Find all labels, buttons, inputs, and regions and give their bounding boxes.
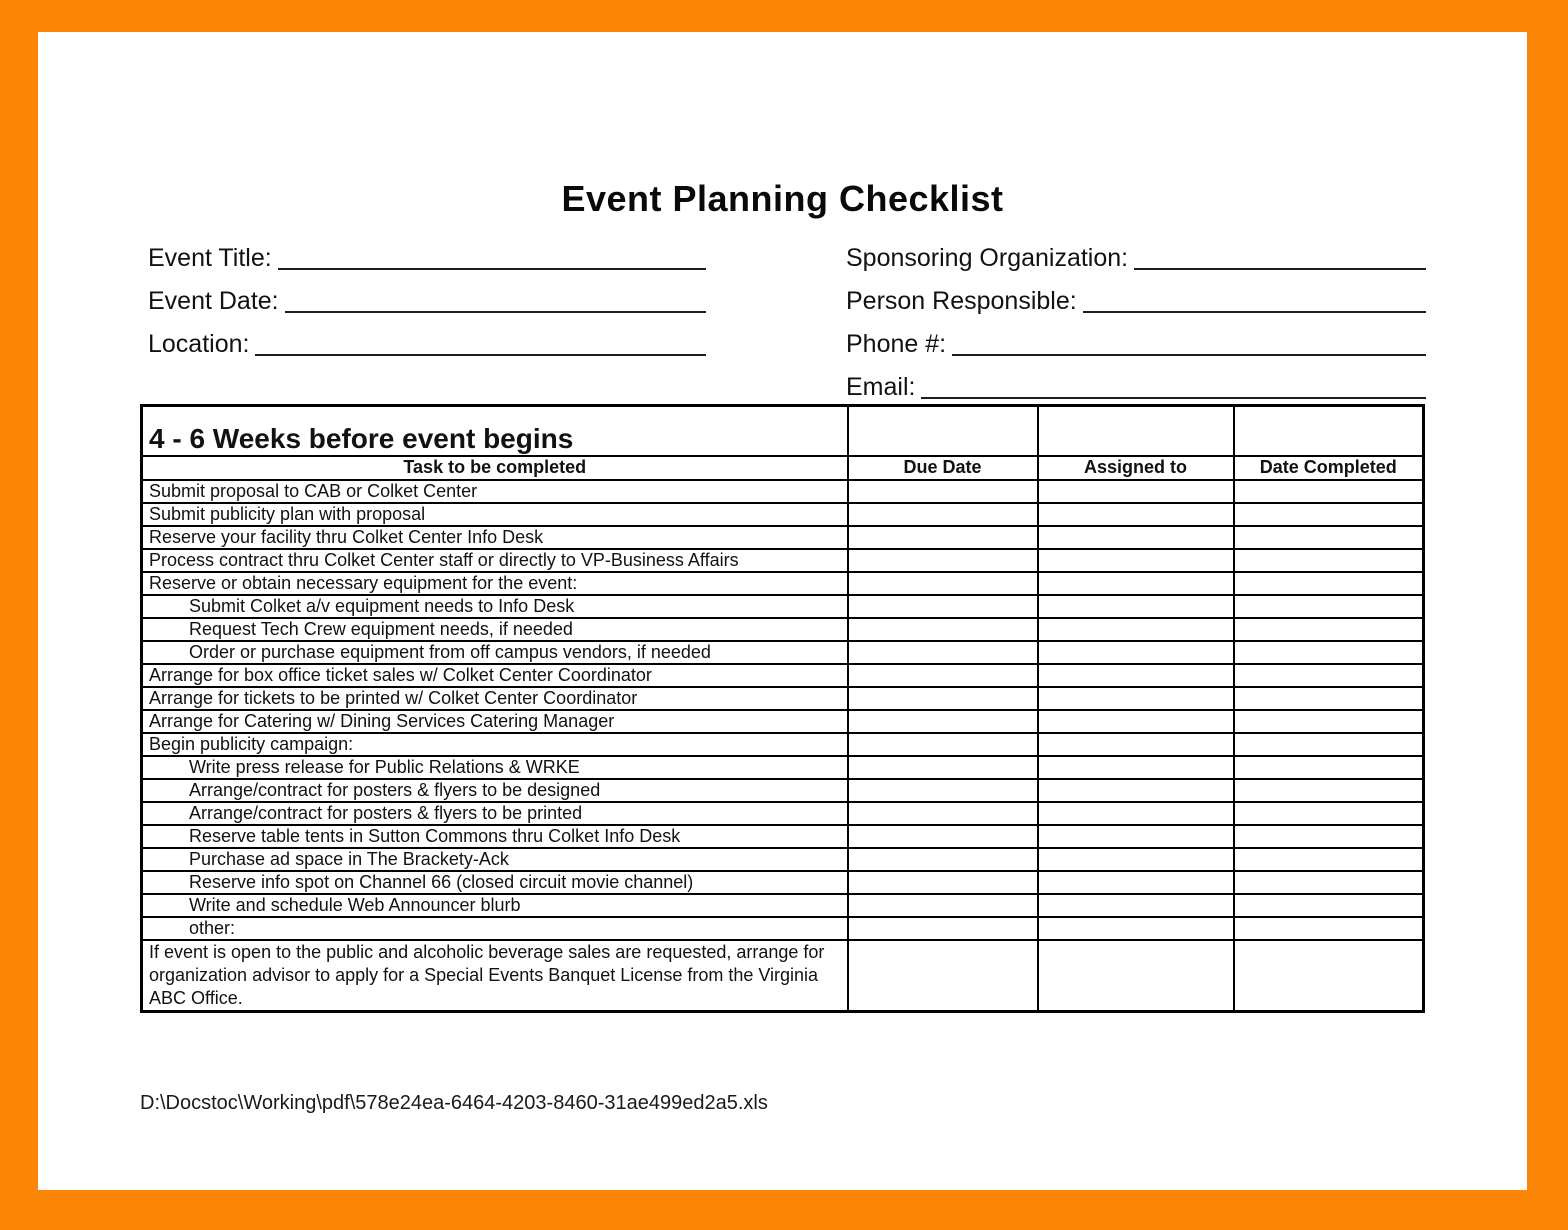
field-email <box>846 359 1426 402</box>
field-label: Event Title: <box>148 244 272 272</box>
table-row <box>142 710 1424 733</box>
date-completed-cell <box>1234 825 1424 848</box>
table-row <box>142 848 1424 871</box>
date-completed-cell <box>1234 641 1424 664</box>
task-cell: Begin publicity campaign: <box>142 733 848 756</box>
due-date-cell <box>848 572 1038 595</box>
field-label: Phone #: <box>846 330 947 358</box>
task-cell: Submit proposal to CAB or Colket Center <box>142 480 848 503</box>
task-cell: other: <box>142 917 848 940</box>
assigned-to-cell <box>1038 687 1234 710</box>
assigned-to-cell <box>1038 710 1234 733</box>
assigned-to-cell <box>1038 503 1234 526</box>
due-date-cell <box>848 733 1038 756</box>
due-date-cell <box>848 595 1038 618</box>
field-phone <box>846 316 1426 359</box>
date-completed-cell <box>1234 618 1424 641</box>
empty-cell <box>848 406 1038 456</box>
assigned-to-cell <box>1038 480 1234 503</box>
date-completed-cell <box>1234 710 1424 733</box>
table-row <box>142 733 1424 756</box>
empty-cell <box>1234 940 1424 1012</box>
task-cell: Write press release for Public Relations & WRKE <box>142 756 848 779</box>
table-row <box>142 618 1424 641</box>
field-event-date <box>148 273 706 316</box>
due-date-cell <box>848 710 1038 733</box>
task-cell: Reserve info spot on Channel 66 (closed circuit movie channel) <box>142 871 848 894</box>
table-row <box>142 687 1424 710</box>
due-date-cell <box>848 894 1038 917</box>
blank-line <box>278 238 706 270</box>
blank-line <box>1083 281 1426 313</box>
due-date-cell <box>848 917 1038 940</box>
task-cell: Arrange/contract for posters & flyers to be printed <box>142 802 848 825</box>
task-cell: Submit publicity plan with proposal <box>142 503 848 526</box>
due-date-cell <box>848 687 1038 710</box>
date-completed-cell <box>1234 526 1424 549</box>
event-info-left <box>148 230 706 359</box>
task-cell: Reserve your facility thru Colket Center Info Desk <box>142 526 848 549</box>
note-text: If event is open to the public and alcoholic beverage sales are requested, arrange for organization advisor to apply for a Special Events Banquet License from the Virginia ABC Office. <box>142 940 848 1012</box>
table-row <box>142 917 1424 940</box>
blank-line <box>952 324 1426 356</box>
due-date-cell <box>848 664 1038 687</box>
assigned-to-cell <box>1038 779 1234 802</box>
assigned-to-cell <box>1038 894 1234 917</box>
assigned-to-cell <box>1038 664 1234 687</box>
table-row <box>142 549 1424 572</box>
due-date-cell <box>848 480 1038 503</box>
section-title-row <box>142 406 1424 456</box>
file-path: D:\Docstoc\Working\pdf\578e24ea-6464-4203-8460-31ae499ed2a5.xls <box>140 1092 768 1114</box>
column-header-date-completed: Date Completed <box>1234 456 1424 480</box>
date-completed-cell <box>1234 687 1424 710</box>
field-label: Location: <box>148 330 250 358</box>
table-row <box>142 825 1424 848</box>
date-completed-cell <box>1234 595 1424 618</box>
date-completed-cell <box>1234 756 1424 779</box>
field-sponsoring-organization <box>846 230 1426 273</box>
field-label: Email: <box>846 373 916 401</box>
due-date-cell <box>848 779 1038 802</box>
task-cell: Arrange/contract for posters & flyers to be designed <box>142 779 848 802</box>
task-cell: Purchase ad space in The Brackety-Ack <box>142 848 848 871</box>
date-completed-cell <box>1234 549 1424 572</box>
column-header-row <box>142 456 1424 480</box>
date-completed-cell <box>1234 572 1424 595</box>
table-row <box>142 756 1424 779</box>
date-completed-cell <box>1234 917 1424 940</box>
blank-line <box>255 324 706 356</box>
assigned-to-cell <box>1038 595 1234 618</box>
field-label: Person Responsible: <box>846 287 1077 315</box>
due-date-cell <box>848 848 1038 871</box>
assigned-to-cell <box>1038 756 1234 779</box>
column-header-due-date: Due Date <box>848 456 1038 480</box>
table-row <box>142 480 1424 503</box>
table-row <box>142 802 1424 825</box>
date-completed-cell <box>1234 871 1424 894</box>
task-cell: Reserve table tents in Sutton Commons thru Colket Info Desk <box>142 825 848 848</box>
task-cell: Arrange for box office ticket sales w/ Colket Center Coordinator <box>142 664 848 687</box>
table-row <box>142 595 1424 618</box>
task-rows <box>142 480 1424 940</box>
empty-cell <box>1038 406 1234 456</box>
event-info-right <box>846 230 1426 402</box>
empty-cell <box>848 940 1038 1012</box>
field-person-responsible <box>846 273 1426 316</box>
assigned-to-cell <box>1038 549 1234 572</box>
field-location <box>148 316 706 359</box>
due-date-cell <box>848 641 1038 664</box>
due-date-cell <box>848 618 1038 641</box>
task-cell: Reserve or obtain necessary equipment for the event: <box>142 572 848 595</box>
blank-line <box>1134 238 1426 270</box>
assigned-to-cell <box>1038 917 1234 940</box>
table-row <box>142 526 1424 549</box>
checklist-table <box>140 404 1425 1013</box>
assigned-to-cell <box>1038 825 1234 848</box>
due-date-cell <box>848 756 1038 779</box>
assigned-to-cell <box>1038 641 1234 664</box>
table-row <box>142 503 1424 526</box>
assigned-to-cell <box>1038 802 1234 825</box>
assigned-to-cell <box>1038 572 1234 595</box>
blank-line <box>921 367 1426 399</box>
table-row <box>142 572 1424 595</box>
due-date-cell <box>848 503 1038 526</box>
date-completed-cell <box>1234 664 1424 687</box>
column-header-assigned-to: Assigned to <box>1038 456 1234 480</box>
date-completed-cell <box>1234 802 1424 825</box>
assigned-to-cell <box>1038 526 1234 549</box>
table-row <box>142 779 1424 802</box>
assigned-to-cell <box>1038 618 1234 641</box>
task-cell: Write and schedule Web Announcer blurb <box>142 894 848 917</box>
date-completed-cell <box>1234 503 1424 526</box>
table-row <box>142 871 1424 894</box>
empty-cell <box>1038 940 1234 1012</box>
due-date-cell <box>848 825 1038 848</box>
date-completed-cell <box>1234 848 1424 871</box>
task-cell: Order or purchase equipment from off campus vendors, if needed <box>142 641 848 664</box>
table-row <box>142 894 1424 917</box>
assigned-to-cell <box>1038 733 1234 756</box>
note-row <box>142 940 1424 1012</box>
task-cell: Arrange for Catering w/ Dining Services Catering Manager <box>142 710 848 733</box>
document-page <box>38 32 1527 1190</box>
table-row <box>142 664 1424 687</box>
assigned-to-cell <box>1038 848 1234 871</box>
assigned-to-cell <box>1038 871 1234 894</box>
date-completed-cell <box>1234 779 1424 802</box>
due-date-cell <box>848 871 1038 894</box>
column-header-task: Task to be completed <box>142 456 848 480</box>
page-title: Event Planning Checklist <box>561 178 1004 219</box>
task-cell: Process contract thru Colket Center staff or directly to VP-Business Affairs <box>142 549 848 572</box>
blank-line <box>285 281 706 313</box>
due-date-cell <box>848 802 1038 825</box>
task-cell: Submit Colket a/v equipment needs to Info Desk <box>142 595 848 618</box>
date-completed-cell <box>1234 894 1424 917</box>
section-title: 4 - 6 Weeks before event begins <box>142 406 848 456</box>
field-label: Event Date: <box>148 287 279 315</box>
table-row <box>142 641 1424 664</box>
due-date-cell <box>848 526 1038 549</box>
empty-cell <box>1234 406 1424 456</box>
date-completed-cell <box>1234 733 1424 756</box>
field-event-title <box>148 230 706 273</box>
task-cell: Request Tech Crew equipment needs, if needed <box>142 618 848 641</box>
task-cell: Arrange for tickets to be printed w/ Colket Center Coordinator <box>142 687 848 710</box>
due-date-cell <box>848 549 1038 572</box>
date-completed-cell <box>1234 480 1424 503</box>
field-label: Sponsoring Organization: <box>846 244 1129 272</box>
